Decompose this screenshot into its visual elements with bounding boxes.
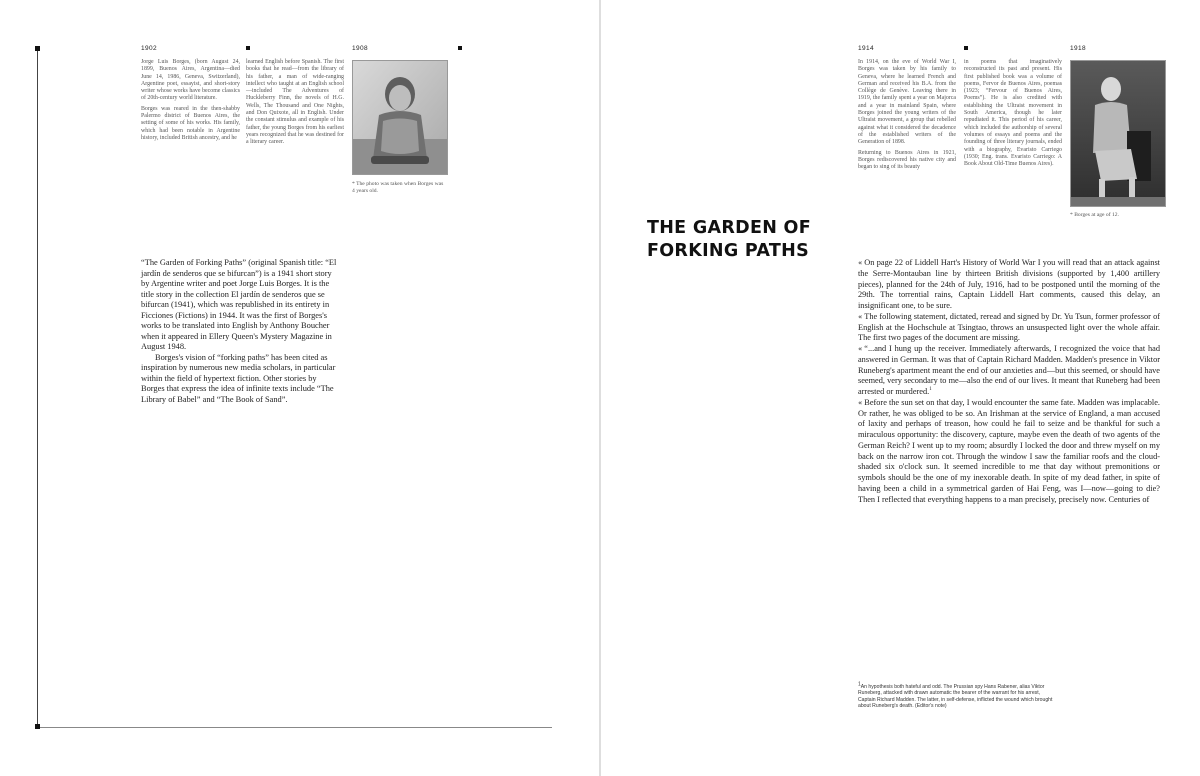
footnote-text: An hypothesis both hateful and odd. The Prussian spy Hans Rabener, alias Viktor Runeberg, attacked with drawn automatic the bearer of the warrant for his arrest, Captain Richard Madden. The latter, in self-defense, inflicted the wound which brought about Runeberg's death. (Editor's note) — [858, 684, 1053, 710]
timeline-paragraph: in poems that imaginatively reconstructed its past and present. His first published book was a volume of poems, Fervor de Buenos Aires, poemas (1923; “Fervour of Buenos Aires, Poems”). He is also credited with establishing the Ultraist movement in South America, though he later repudiated it. This period of his career, which included the authorship of several volumes of essays and poems and the founding of three literary journals, ended with a biography, Evaristo Carriego (1930; Eng. trans. Evaristo Carriego: A Book About Old-Time Buenos Aires). — [964, 59, 1062, 168]
frame-line-vertical — [37, 48, 38, 726]
footnote-reference[interactable]: 1 — [929, 387, 932, 393]
story-paragraph — [858, 312, 1160, 344]
column-mark — [458, 46, 462, 50]
column-mark — [964, 46, 968, 50]
timeline-year: 1914 — [858, 45, 875, 52]
timeline-year: 1908 — [352, 45, 369, 52]
corner-mark-bottom — [35, 724, 40, 729]
timeline-column-1 — [858, 59, 956, 174]
timeline-column-1 — [141, 59, 240, 145]
photo-borges-age-12 — [1070, 60, 1166, 207]
timeline-paragraph: Jorge Luis Borges, (born August 24, 1899, Buenos Aires, Argentina—died June 14, 1986, Geneva, Switzerland), Argentine poet, essayist, and short-story writer whose works have become classics of 20th-century world literature. — [141, 59, 240, 102]
story-paragraph-text: The following statement, dictated, reread and signed by Dr. Yu Tsun, former professor of English at the Hochschule at Tsingtao, throws an unsuspected light over the whole affair. The first two pages of the document are missing. — [858, 311, 1160, 343]
frame-line-horizontal — [37, 727, 552, 728]
timeline-paragraph: learned English before Spanish. The first books that he read—from the library of his father, a man of wide-ranging intellect who taught at an English school—included The Adventures of Huckleberry Finn, the novels of H.G. Wells, The Thousand and One Nights, and Don Quixote, all in English. Under the constant stimulus and example of his father, the young Borges from his earliest years recognized that he was destined for a literary career. — [246, 59, 344, 146]
photo-borges-age-4 — [352, 60, 448, 175]
timeline-paragraph: In 1914, on the eve of World War I, Borges was taken by his family to Geneva, where he learned French and German and received his B.A. from the Collège de Genève. Leaving there in 1919, the family spent a year on Majorca and a year in mainland Spain, where Borges joined the young writers of the Ultraist movement, a group that rebelled against what it considered the decadence of the established writers of the Generation of 1898. — [858, 59, 956, 146]
quote-mark-icon: « — [858, 312, 863, 321]
intro-text — [141, 258, 339, 405]
story-paragraph — [858, 258, 1160, 312]
timeline-year: 1918 — [1070, 45, 1087, 52]
photo-image — [353, 61, 447, 174]
right-page — [601, 0, 1200, 776]
intro-paragraph: Borges's vision of “forking paths” has been cited as inspiration by numerous new media scholars, in particular within the field of hypertext fiction. Other stories by Borges that express the idea of infinite texts include “The Library of Babel” and “The Book of Sand”. — [141, 352, 336, 404]
story-paragraph — [858, 398, 1160, 506]
timeline-paragraph: Borges was reared in the then-shabby Palermo district of Buenos Aires, the setting of some of his works. His family, which had been notable in Argentine history, included British ancestry, and he — [141, 105, 240, 141]
story-paragraph — [858, 344, 1160, 398]
timeline-paragraph: Returning to Buenos Aires in 1921, Borges rediscovered his native city and began to sing of its beauty — [858, 149, 956, 171]
timeline-column-2 — [246, 59, 344, 150]
quote-mark-icon: « — [858, 259, 863, 267]
intro-paragraph: “The Garden of Forking Paths” (original Spanish title: “El jardín de senderos que se bifurcan”) is a 1941 short story by Argentine writer and poet Jorge Luis Borges. It is the title story in the collection El jardín de senderos que se bifurcan (1941), which was republished in its entirety in Ficciones (Fictions) in 1944. It was the first of Borges's works to be translated into English by Anthony Boucher when it appeared in Ellery Queen's Mystery Magazine in August 1948. — [141, 258, 337, 351]
left-page — [0, 0, 599, 776]
photo-caption: * Borges at age of 12. — [1070, 212, 1119, 218]
quote-mark-icon: « — [858, 345, 863, 353]
story-paragraph-text: On page 22 of Liddell Hart's History of World War I you will read that an attack against the Serre-Montauban line by thirteen British divisions (supported by 1,400 artillery pieces), planned for the 24th of July, 1916, had to be postponed until the morning of the 29th. The torrential rains, Captain Liddell Hart comments, caused this delay, an insignificant one, to be sure. — [858, 258, 1160, 310]
timeline-column-2 — [964, 59, 1062, 171]
story-paragraph-text: “...and I hung up the receiver. Immediately afterwards, I recognized the voice that had answered in German. It was that of Captain Richard Madden. Madden's presence in Viktor Runeberg's apartment meant the end of our anxieties and—but this seemed, or should have seemed, very secondary to me—also the end of our lives. It meant that Runeberg had been arrested or murdered. — [858, 344, 1160, 396]
photo-image — [1071, 61, 1165, 206]
quote-mark-icon: « — [858, 398, 863, 407]
footnote — [858, 681, 1058, 710]
story-text — [858, 258, 1160, 505]
corner-mark-top — [35, 46, 40, 51]
photo-caption: * The photo was taken when Borges was 4 years old. — [352, 181, 444, 194]
footnote-number: 1 — [858, 681, 861, 688]
story-title: THE GARDEN OF FORKING PATHS — [647, 218, 811, 261]
column-mark — [246, 46, 250, 50]
timeline-year: 1902 — [141, 45, 158, 52]
story-paragraph-text: Before the sun set on that day, I would encounter the same fate. Madden was implacable. Or rather, he was obliged to be so. An Irishman at the service of England, a man accused of laxity and perhaps of treason, how could he fail to seize and be thankful for such a miraculous opportunity: the discovery, capture, maybe even the death of two agents of the German Reich? I went up to my room; absurdly I locked the door and threw myself on my back on the narrow iron cot. Through the window I saw the familiar roofs and the cloud-shaded six o'clock sun. It seemed incredible to me that day without premonitions or symbols should be the one of my inexorable death. In spite of my dead father, in spite of having been a child in a symmetrical garden of Hai Feng, was I—now—going to die? Then I reflected that everything happens to a man precisely, precisely now. Centuries of — [858, 397, 1160, 504]
